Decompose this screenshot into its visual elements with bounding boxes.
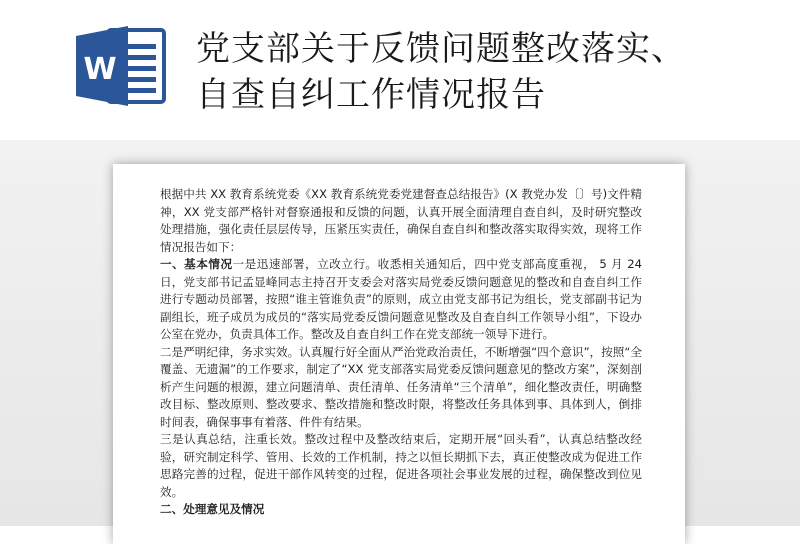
document-body [160,186,642,519]
section-2-heading: 二、处理意见及情况 [160,502,265,516]
title-line-2: 自查自纠工作情况报告 [196,75,546,115]
paragraph-intro: 根据中共 XX 教育系统党委《XX 教育系统党委党建督查总结报告》(X 教党办发〔〕号)文件精神，XX 党支部严格针对督察通报和反馈的问题，认真开展全面清理自查自纠，及时研究整改处理措施，强化责任层层传导，压紧压实责任，确保自查自纠和整改落实取得实效，现将工作情况报告如下： [160,187,642,254]
section-1-heading: 一、基本情况 [160,257,233,271]
word-icon-letter: W [83,52,117,87]
section-1-text: 一是迅速部署，立改立行。收悉相关通知后，四中党支部高度重视， 5 月 24 日，党支部书记孟显峰同志主持召开支委会对落实局党委反馈问题意见的整改和自查自纠工作进行专题动员部署，按照“谁主管谁负责”的原则，成立由党支部书记为组长，党支部副书记为副组长，班子成员为成员的“落实局党委反馈问题意见整改及自查自纠工作领导小组”，下设办公室在党办，负责具体工作。整改及自查自纠工作在党支部统一领导下进行。 [160,257,642,341]
paragraph-3: 三是认真总结，注重长效。整改过程中及整改结束后，定期开展“回头看”，认真总结整改经验，研究制定科学、管用、长效的工作机制，持之以恒长期抓下去，真正使整改成为促进工作思路完善的过程，促进干部作风转变的过程，促进各项社会事业发展的过程，确保整改到位见效。 [160,432,642,499]
title-line-1: 党支部关于反馈问题整改落实、 [196,29,686,69]
word-icon [76,24,172,108]
paragraph-section-1 [160,256,642,344]
page-title [196,26,786,118]
paragraph-2: 二是严明纪律，务求实效。认真履行好全面从严治党政治责任，不断增强“四个意识”，按照“全覆盖、无遗漏”的工作要求，制定了“XX 党支部落实局党委反馈问题意见的整改方案”，深刻剖析产生问题的根源，建立问题清单、责任清单、任务清单“三个清单”，细化整改责任，明确整改目标、整改原则、整改要求、整改措施和整改时限，将整改任务具体到事、具体到人，倒排时间表，确保事事有着落、件件有结果。 [160,344,642,429]
